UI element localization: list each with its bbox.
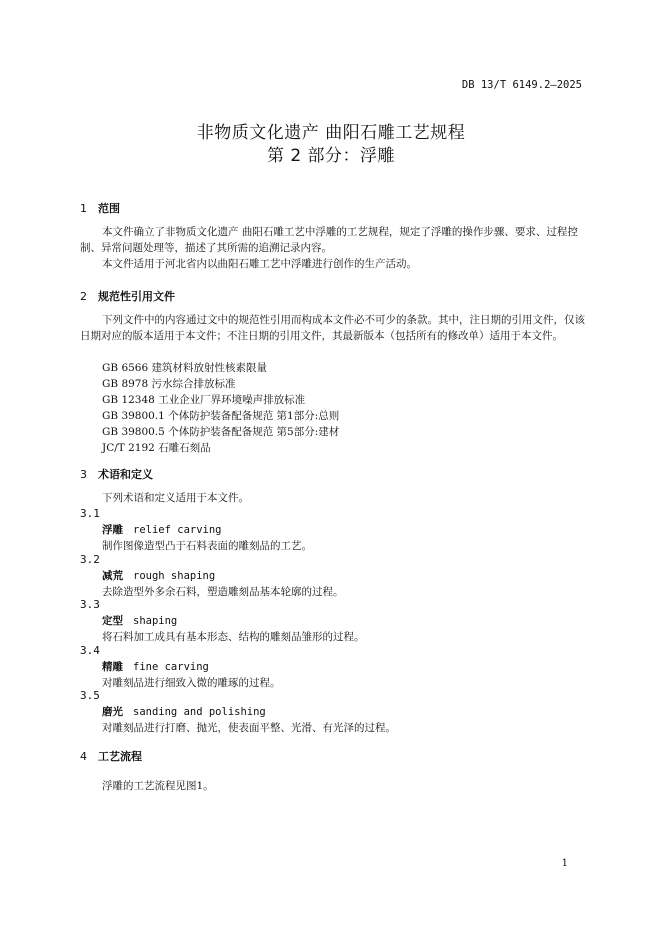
section-title: 范围 <box>98 202 120 215</box>
term-chinese: 磨光 <box>102 706 123 718</box>
section-title: 术语和定义 <box>98 468 153 481</box>
reference-item: GB 6566 建筑材料放射性核素限量 <box>102 362 268 374</box>
normative-paragraph: 下列文件中的内容通过文中的规范性引用而构成本文件必不可少的条款。其中，注日期的引用文件，仅该日期对应的版本适用于本文件；不注日期的引用文件，其最新版本（包括所有的修改单）适用于本文件。 <box>80 314 585 342</box>
document-subtitle: 第 2 部分：浮雕 <box>266 146 396 166</box>
reference-item: GB 8978 污水综合排放标准 <box>102 378 236 390</box>
section-number: 4 <box>80 750 87 763</box>
term-chinese: 浮雕 <box>102 524 123 536</box>
section-number: 1 <box>80 202 87 215</box>
term-number: 3.2 <box>80 553 100 566</box>
term-chinese: 定型 <box>102 615 123 627</box>
term-entry <box>102 659 209 674</box>
term-entry <box>102 613 177 628</box>
reference-item: JC/T 2192 石雕石刻品 <box>102 442 211 454</box>
section-heading-normative-references <box>80 288 175 304</box>
section-number: 3 <box>80 468 87 481</box>
process-paragraph: 浮雕的工艺流程见图1。 <box>102 780 214 792</box>
reference-item: GB 12348 工业企业厂界环境噪声排放标准 <box>102 394 306 406</box>
section-number: 2 <box>80 290 87 303</box>
term-definition: 将石料加工成具有基本形态、结构的雕刻品雏形的过程。 <box>102 631 365 643</box>
term-english: rough shaping <box>133 570 216 582</box>
scope-paragraph-2: 本文件适用于河北省内以曲阳石雕工艺中浮雕进行创作的生产活动。 <box>102 258 417 270</box>
term-definition: 对雕刻品进行细致入微的雕琢的过程。 <box>102 677 281 689</box>
term-number: 3.3 <box>80 598 100 611</box>
page-number: 1 <box>561 858 568 869</box>
term-english: sanding and polishing <box>133 706 266 718</box>
term-definition: 制作图像造型凸于石料表面的雕刻品的工艺。 <box>102 540 312 552</box>
term-english: relief carving <box>133 524 222 536</box>
document-code: DB 13/T 6149.2—2025 <box>461 79 582 91</box>
reference-item: GB 39800.5 个体防护装备配备规范 第5部分:建材 <box>102 426 340 438</box>
term-chinese: 精雕 <box>102 661 123 673</box>
terms-intro: 下列术语和定义适用于本文件。 <box>102 492 249 504</box>
section-heading-scope <box>80 200 120 216</box>
section-title: 工艺流程 <box>98 750 142 763</box>
term-entry <box>102 568 215 583</box>
reference-item: GB 39800.1 个体防护装备配备规范 第1部分:总则 <box>102 410 340 422</box>
term-chinese: 减荒 <box>102 570 123 582</box>
term-definition: 去除造型外多余石料，塑造雕刻品基本轮廓的过程。 <box>102 586 344 598</box>
term-number: 3.1 <box>80 507 100 520</box>
term-number: 3.5 <box>80 689 100 702</box>
section-heading-terms <box>80 466 153 482</box>
term-number: 3.4 <box>80 644 100 657</box>
scope-paragraph-1: 本文件确立了非物质文化遗产 曲阳石雕工艺中浮雕的工艺规程，规定了浮雕的操作步骤、要求、过程控制、异常问题处理等，描述了其所需的追溯记录内容。 <box>80 226 578 254</box>
term-definition: 对雕刻品进行打磨、抛光，使表面平整、光滑、有光泽的过程。 <box>102 722 396 734</box>
term-entry <box>102 522 222 537</box>
term-english: fine carving <box>133 661 209 673</box>
term-english: shaping <box>133 615 178 627</box>
document-title: 非物质文化遗产 曲阳石雕工艺规程 <box>196 123 466 143</box>
section-title: 规范性引用文件 <box>98 290 175 303</box>
term-entry <box>102 704 266 719</box>
section-heading-process <box>80 748 142 764</box>
